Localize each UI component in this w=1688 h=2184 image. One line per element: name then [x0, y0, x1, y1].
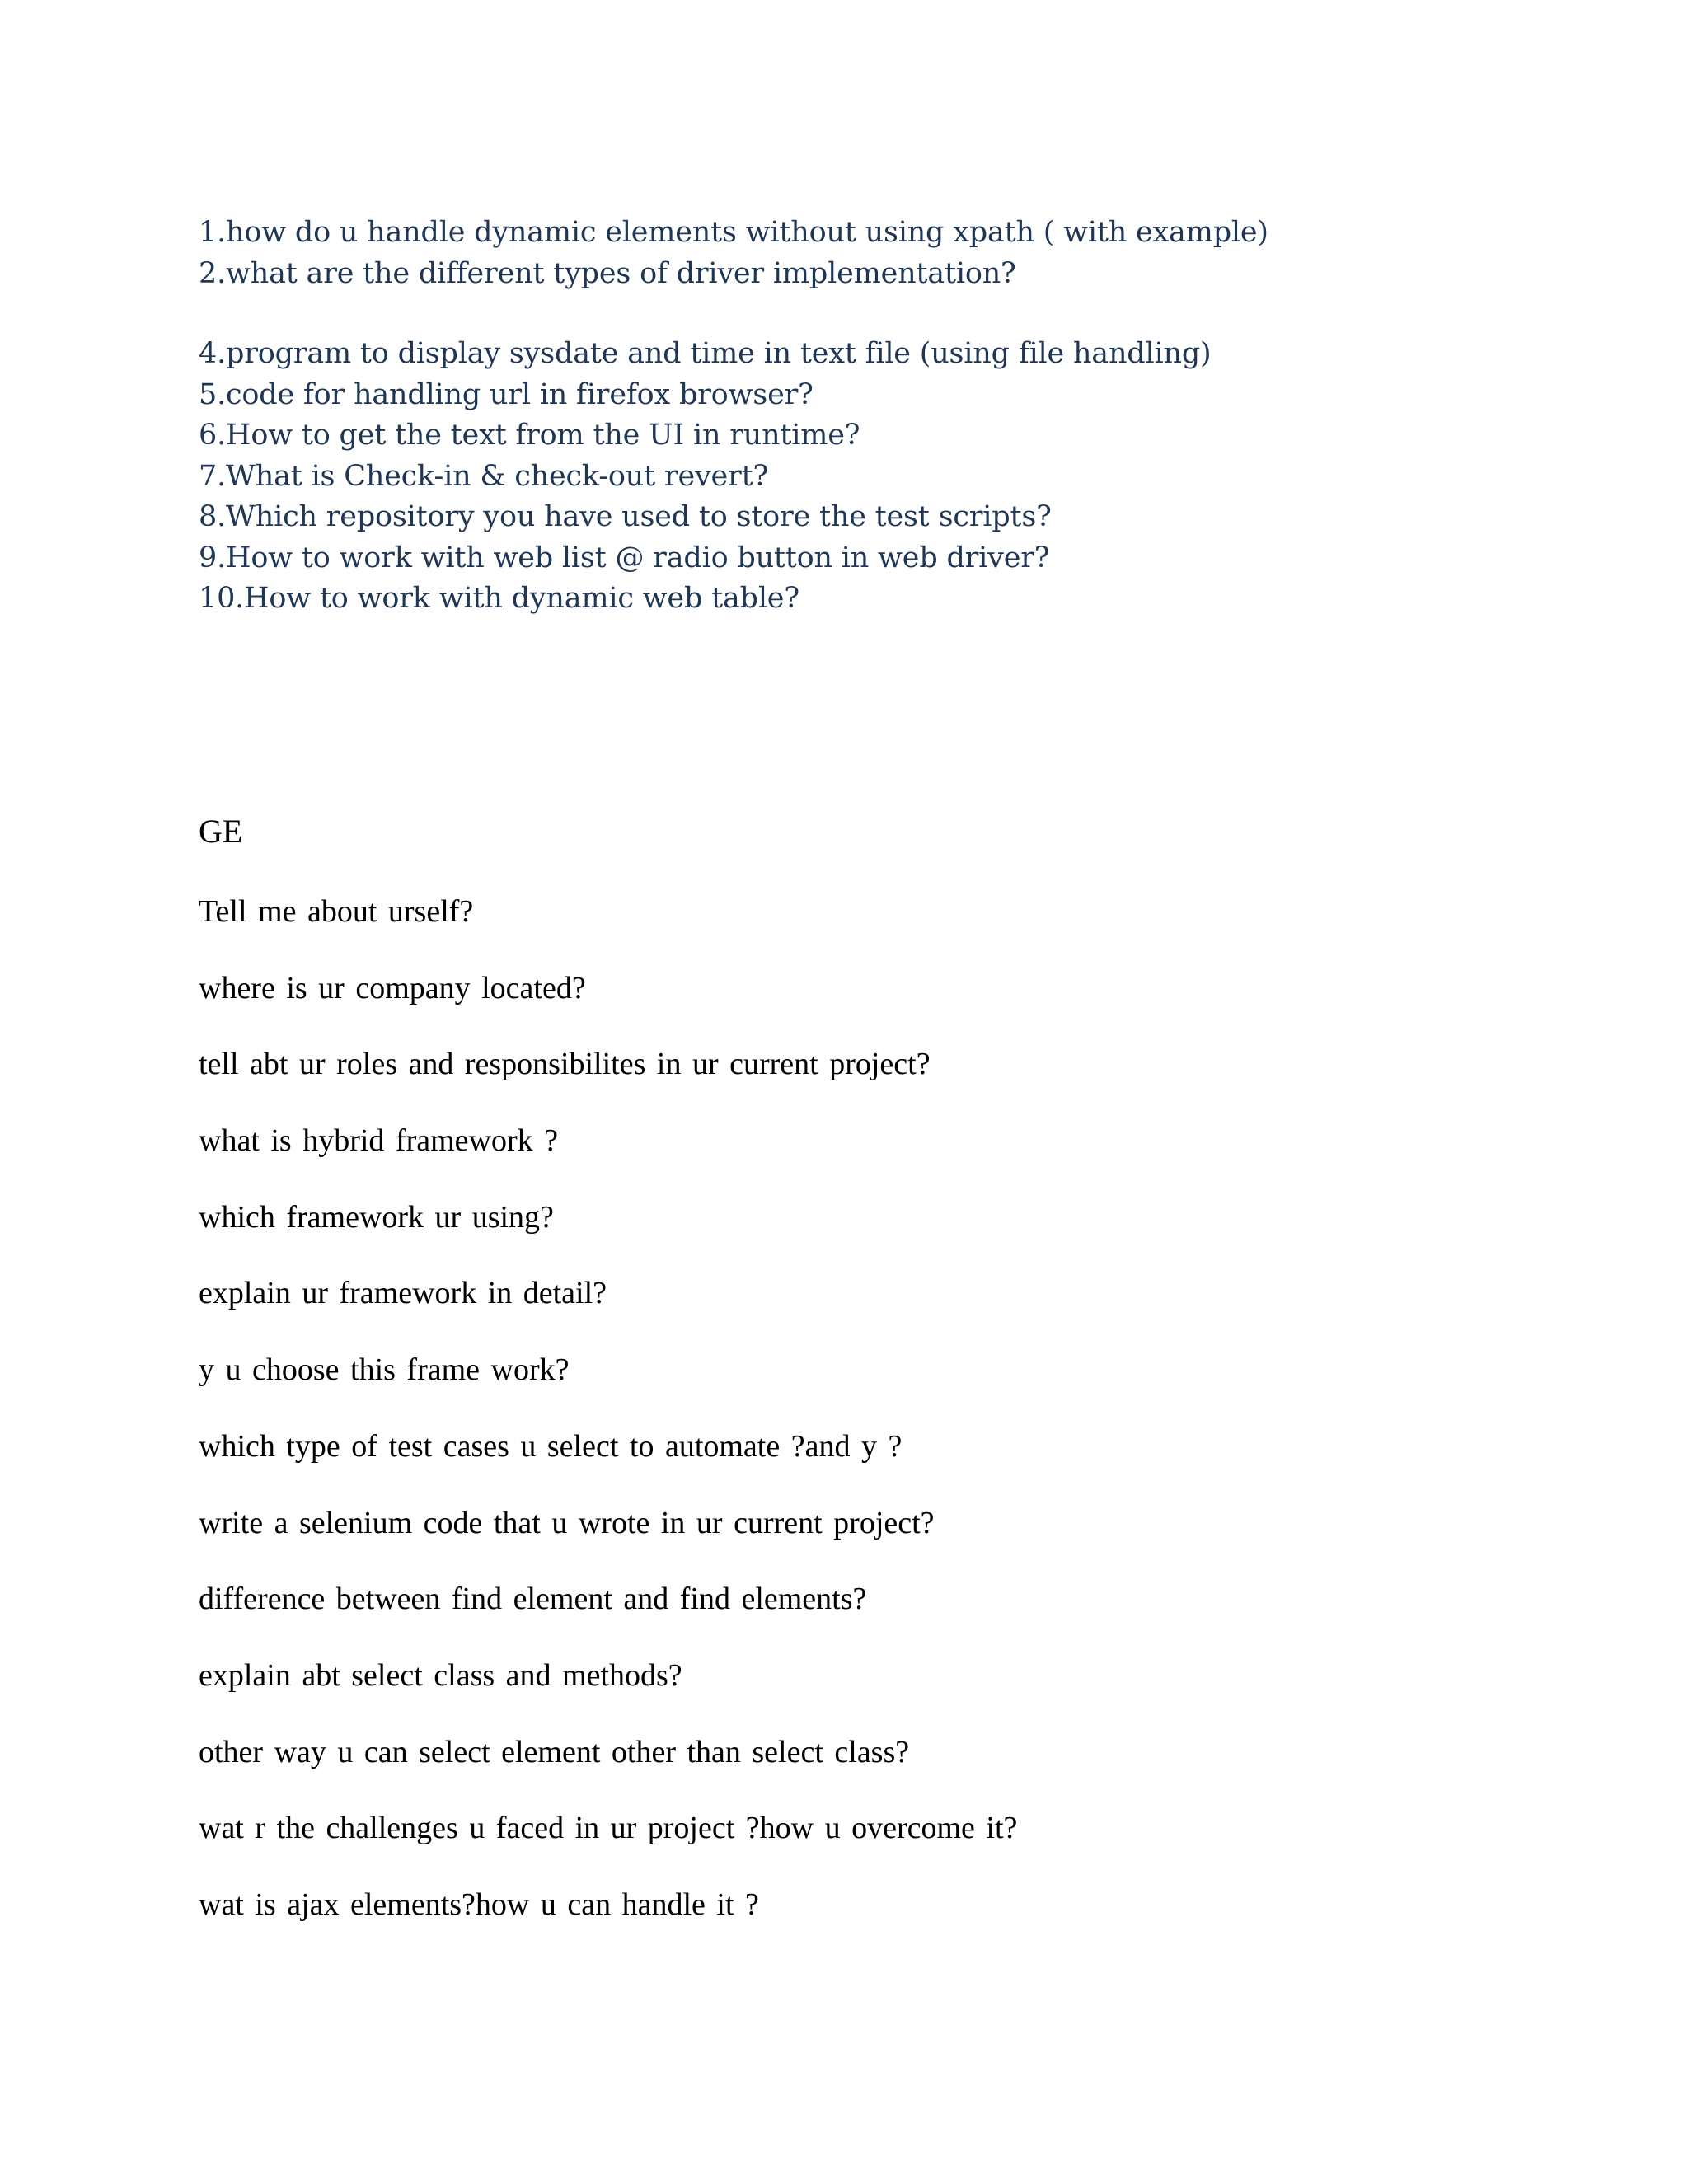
- list-item: wat r the challenges u faced in ur project ?how u overcome it?: [199, 1811, 1018, 1846]
- list-item: tell abt ur roles and responsibilites in ur current project?: [199, 1047, 931, 1082]
- list-item: y u choose this frame work?: [199, 1352, 570, 1388]
- list-item: 1.how do u handle dynamic elements without using xpath ( with example): [199, 216, 1268, 249]
- list-item: 2.what are the different types of driver implementation?: [199, 256, 1016, 290]
- list-item: other way u can select element other than select class?: [199, 1734, 910, 1769]
- list-item: 6.How to get the text from the UI in runtime?: [199, 419, 860, 452]
- list-item: 8.Which repository you have used to store the test scripts?: [199, 500, 1052, 533]
- list-item: 9.How to work with web list @ radio button in web driver?: [199, 541, 1050, 574]
- list-item: which type of test cases u select to automate ?and y ?: [199, 1428, 903, 1464]
- list-item: 10.How to work with dynamic web table?: [199, 582, 799, 615]
- question-list-general: [199, 888, 1017, 1958]
- list-item: Tell me about urself?: [199, 894, 474, 929]
- list-item: 7.What is Check-in & check-out revert?: [199, 459, 769, 493]
- question-list-technical: [199, 213, 1268, 620]
- list-item-blank: [199, 294, 1268, 334]
- list-item: wat is ajax elements?how u can handle it ?: [199, 1886, 759, 1922]
- list-item: 5.code for handling url in firefox browser?: [199, 377, 814, 411]
- list-item: write a selenium code that u wrote in ur current project?: [199, 1505, 935, 1540]
- list-item: explain ur framework in detail?: [199, 1276, 607, 1311]
- list-item: what is hybrid framework ?: [199, 1123, 558, 1159]
- list-item: which framework ur using?: [199, 1199, 554, 1235]
- section-heading: GE: [199, 813, 243, 850]
- list-item: where is ur company located?: [199, 970, 586, 1005]
- list-item: 4.program to display sysdate and time in text file (using file handling): [199, 337, 1212, 370]
- list-item: difference between find element and find elements?: [199, 1582, 867, 1617]
- list-item: explain abt select class and methods?: [199, 1657, 682, 1693]
